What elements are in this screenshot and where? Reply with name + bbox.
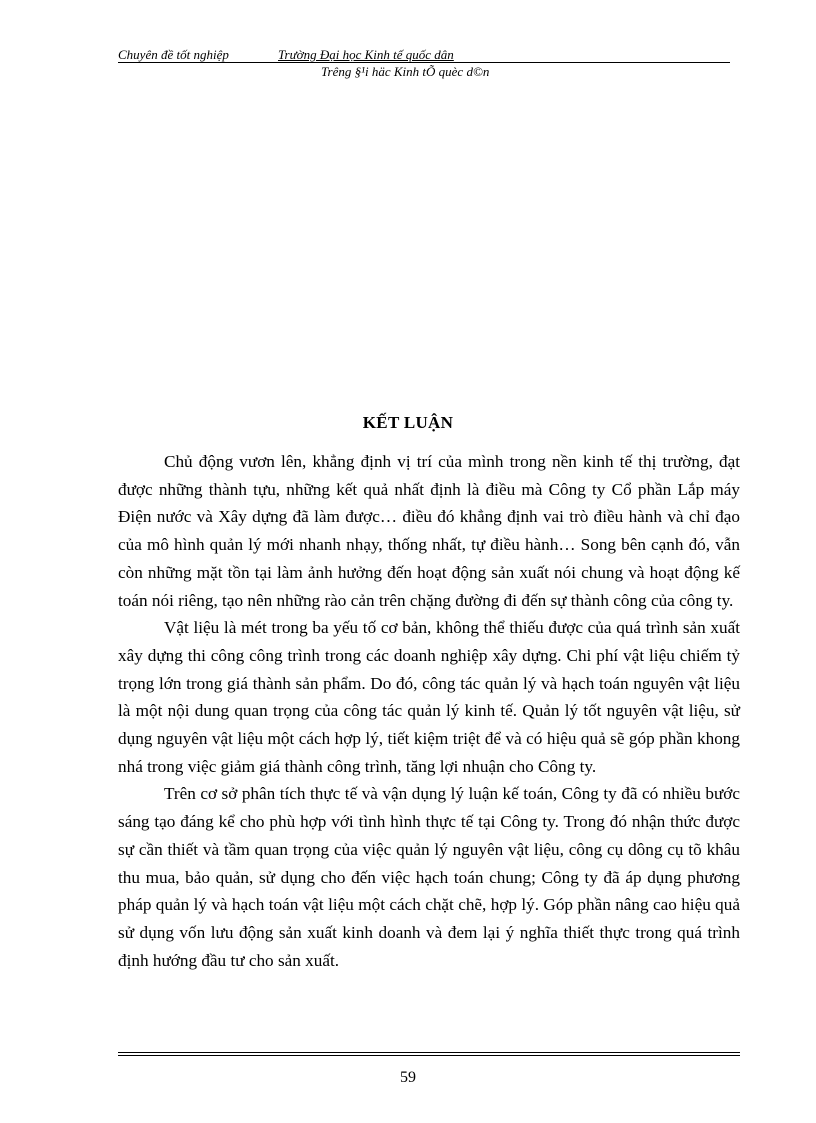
header-left-text: Chuyên đề tốt nghiệp bbox=[118, 47, 229, 62]
paragraph: Vật liệu là mét trong ba yếu tố cơ bản, không thể thiếu được của quá trình sản xuất xây dựng thi công công trình trong các doanh nghiệp xây dựng. Chi phí vật liệu chiếm tỷ trọng lớn trong giá thành sản phẩm. Do đó, công tác quản lý và hạch toán nguyên vật liệu là một nội dung quan trọng của công tác quản lý kinh tế. Quản lý tốt nguyên vật liệu, sử dụng nguyên vật liệu một cách hợp lý, tiết kiệm triệt để và có hiệu quả sẽ góp phần khong nhá trong việc giảm giá thành công trình, tăng lợi nhuận cho Công ty. bbox=[118, 618, 740, 776]
page-title: KẾT LUẬN bbox=[362, 413, 454, 432]
paragraph: Trên cơ sở phân tích thực tế và vận dụng lý luận kế toán, Công ty đã có nhiều bước sáng tạo đáng kể cho phù hợp với tình hình thực tế tại Công ty. Trong đó nhận thức được sự cần thiết và tầm quan trọng của việc quản lý nguyên vật liệu, công cụ dông cụ tõ khâu thu mua, bảo quản, sử dụng cho đến việc hạch toán chung; Công ty đã áp dụng phương pháp quản lý và hạch toán vật liệu một cách chặt chẽ, hợp lý. Góp phần nâng cao hiệu quả sử dụng vốn lưu động sản xuất kinh doanh và đem lại ý nghĩa thiết thực trong quá trình định hướng đầu tư cho sản xuất. bbox=[118, 784, 740, 970]
body-text bbox=[118, 448, 740, 974]
paragraph: Chủ động vươn lên, khẳng định vị trí của mình trong nền kinh tế thị trường, đạt được những thành tựu, những kết quả nhất định là điều mà Công ty Cổ phần Lắp máy Điện nước và Xây dựng đã làm được… điều đó khẳng định vai trò điều hành và chỉ đạo của mô hình quản lý mới nhanh nhạy, thống nhất, tự điều hành… Song bên cạnh đó, vẫn còn những mặt tồn tại làm ảnh hưởng đến hoạt động sản xuất nói chung và hoạt động kế toán nói riêng, tạo nên những rào cản trên chặng đường đi đến sự thành công của công ty. bbox=[118, 452, 740, 610]
header-right-text: Trường Đại học Kinh tế quốc dân bbox=[278, 47, 454, 62]
header-garbled-line: Trêng §¹i häc Kinh tÕ quèc d©n bbox=[321, 64, 490, 79]
footer-rule-top bbox=[118, 1052, 740, 1053]
header-rule bbox=[118, 62, 730, 63]
running-header bbox=[118, 47, 730, 63]
page-number: 59 bbox=[400, 1069, 416, 1086]
footer-rule-bottom bbox=[118, 1055, 740, 1056]
